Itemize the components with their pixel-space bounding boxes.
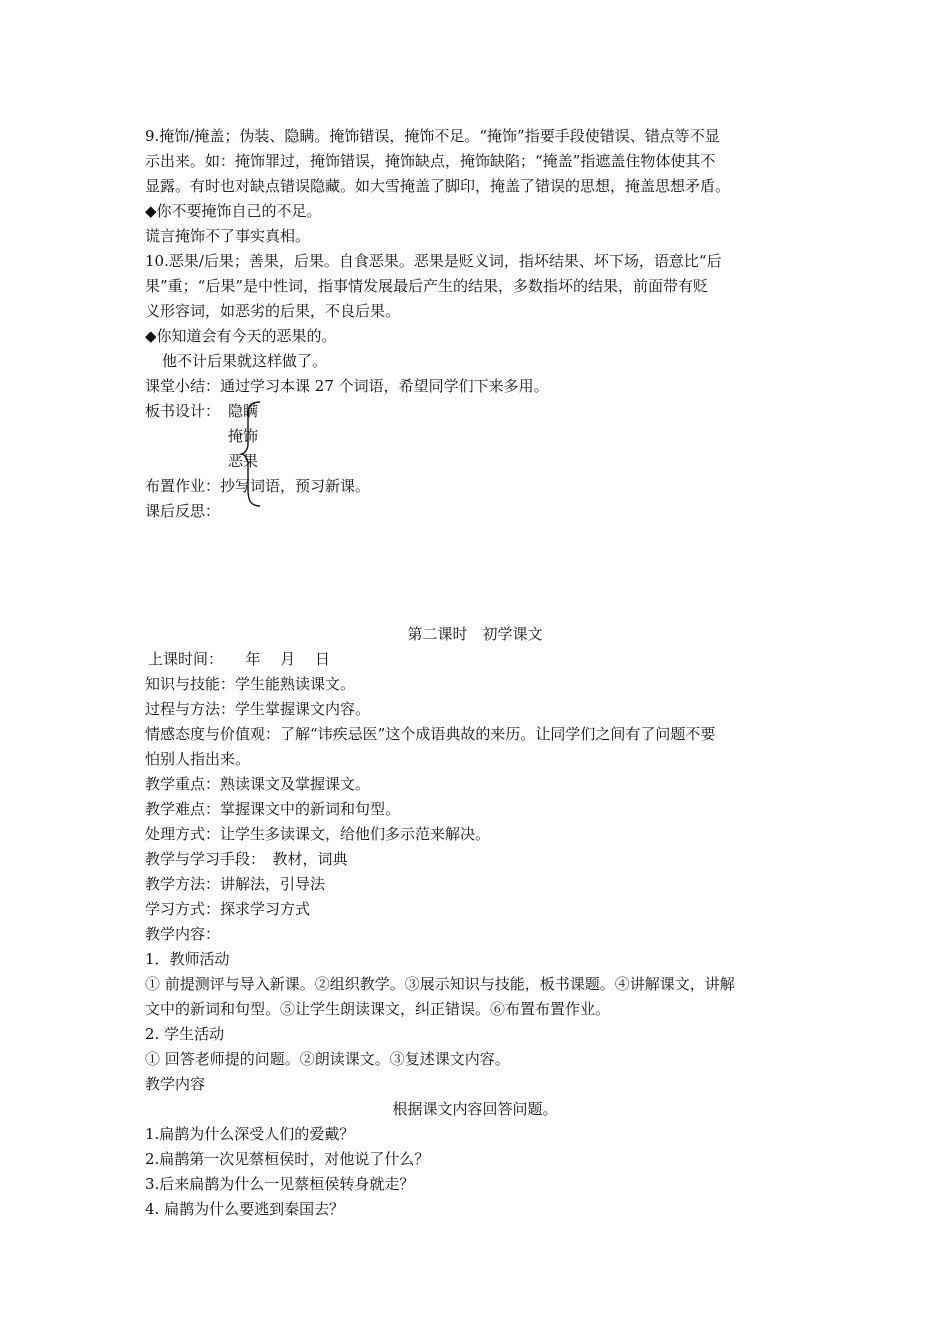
lesson-title: 第二课时 初学课文 xyxy=(407,625,543,643)
item10-example-1: ◆你知道会有今天的恶果的。 xyxy=(145,327,337,345)
item10-line-2: 果”重；“后果”是中性词，指事情发展最后产生的结果，多数指坏的结果，前面带有贬 xyxy=(145,277,709,295)
teaching-means: 教学与学习手段： 教材，词典 xyxy=(145,850,348,868)
student-activity-line: ① 回答老师提的问题。②朗读课文。③复述课文内容。 xyxy=(145,1050,510,1068)
reflection: 课后反思： xyxy=(145,502,221,520)
item10-line-1: 10.恶果/后果；善果，后果。自食恶果。恶果是贬义词，指坏结果、坏下场，语意比“后 xyxy=(145,252,722,270)
teaching-key-point: 教学重点：熟读课文及掌握课文。 xyxy=(145,775,371,793)
teaching-content-label-2: 教学内容 xyxy=(145,1075,206,1093)
question-3: 3.后来扁鹊为什么一见蔡桓侯转身就走？ xyxy=(145,1175,415,1193)
student-activity-heading: 2. 学生活动 xyxy=(145,1025,225,1043)
board-word-3: 恶果 xyxy=(228,452,259,470)
knowledge-skills: 知识与技能：学生能熟读课文。 xyxy=(145,675,356,693)
attitude-values-line-1: 情感态度与价值观：了解“讳疾忌医”这个成语典故的来历。让同学们之间有了问题不要 xyxy=(145,725,716,743)
teaching-method: 教学方法：讲解法，引导法 xyxy=(145,875,326,893)
item10-line-3: 义形容词，如恶劣的后果，不良后果。 xyxy=(145,302,401,320)
teaching-difficulty: 教学难点：掌握课文中的新词和句型。 xyxy=(145,800,401,818)
question-1: 1.扁鹊为什么深受人们的爱戴？ xyxy=(145,1125,355,1143)
class-time: 上课时间： 年 月 日 xyxy=(148,650,331,668)
item10-example-2: 他不计后果就这样做了。 xyxy=(162,352,328,370)
homework: 布置作业：抄写词语，预习新课。 xyxy=(145,477,371,495)
study-mode: 学习方式：探求学习方式 xyxy=(145,900,311,918)
question-4: 4. 扁鹊为什么要逃到秦国去？ xyxy=(145,1200,345,1218)
class-summary: 课堂小结：通过学习本课 27 个词语，希望同学们下来多用。 xyxy=(145,377,549,395)
item9-line-2: 示出来。如：掩饰罪过，掩饰错误，掩饰缺点，掩饰缺陷；“掩盖”指遮盖住物体使其不 xyxy=(145,152,716,170)
item9-example-2: 谎言掩饰不了事实真相。 xyxy=(145,227,311,245)
teacher-activity-line-2: 文中的新词和句型。⑤让学生朗读课文，纠正错误。⑥布置布置作业。 xyxy=(145,1000,611,1018)
item9-example-1: ◆你不要掩饰自己的不足。 xyxy=(145,202,322,220)
board-design-label: 板书设计： xyxy=(145,402,221,420)
item9-line-1: 9.掩饰/掩盖；伪装、隐瞒。掩饰错误，掩饰不足。“掩饰”指要手段使错误、错点等不显 xyxy=(145,127,720,145)
attitude-values-line-2: 怕别人指出来。 xyxy=(145,750,251,768)
handling-method: 处理方式：让学生多读课文，给他们多示范来解决。 xyxy=(145,825,491,843)
board-word-1: 隐瞒 xyxy=(228,402,259,420)
item9-line-3: 显露。有时也对缺点错误隐藏。如大雪掩盖了脚印，掩盖了错误的思想，掩盖思想矛盾。 xyxy=(145,177,731,195)
teaching-content-label: 教学内容： xyxy=(145,925,221,943)
teacher-activity-heading: 1．教师活动 xyxy=(145,950,230,968)
teacher-activity-line-1: ① 前提测评与导入新课。②组织教学。③展示知识与技能，板书课题。④讲解课文，讲解 xyxy=(145,975,735,993)
process-method: 过程与方法：学生掌握课文内容。 xyxy=(145,700,371,718)
questions-title: 根据课文内容回答问题。 xyxy=(392,1100,558,1118)
board-word-2: 掩饰 xyxy=(228,427,259,445)
question-2: 2.扁鹊第一次见蔡桓侯时，对他说了什么？ xyxy=(145,1150,430,1168)
